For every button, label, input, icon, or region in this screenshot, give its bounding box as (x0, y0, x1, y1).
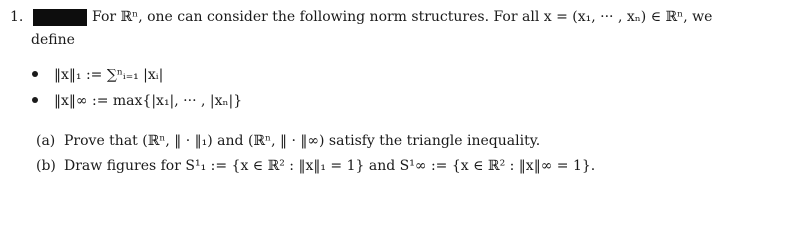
norm-item-infinity (32, 93, 242, 109)
part-b (36, 158, 595, 174)
bullet-icon (32, 97, 38, 103)
norm-definition-1: ‖x‖₁ := ∑ⁿᵢ₌₁ |xᵢ| (54, 67, 164, 83)
norm-item-1 (32, 67, 163, 83)
bullet-icon (32, 71, 38, 77)
redaction-block (33, 9, 87, 26)
part-b-text: Draw figures for S¹₁ := {x ∈ ℝ² : ‖x‖₁ = 1} and S¹∞ := {x ∈ ℝ² : ‖x‖∞ = 1}. (64, 158, 596, 174)
part-a-text: Prove that (ℝⁿ, ‖ · ‖₁) and (ℝⁿ, ‖ · ‖∞) satisfy the triangle inequality. (64, 133, 541, 149)
problem-intro: For ℝⁿ, one can consider the following norm structures. For all x = (x₁, ··· , xₙ) ∈ ℝⁿ, we (92, 9, 713, 25)
part-a (36, 133, 540, 149)
part-b-label: (b) (36, 158, 56, 174)
part-a-label: (a) (36, 133, 56, 149)
problem-intro-continued: define (31, 32, 75, 48)
norm-definition-infinity: ‖x‖∞ := max{|x₁|, ··· , |xₙ|} (54, 93, 243, 109)
problem-number: 1. (10, 9, 24, 25)
